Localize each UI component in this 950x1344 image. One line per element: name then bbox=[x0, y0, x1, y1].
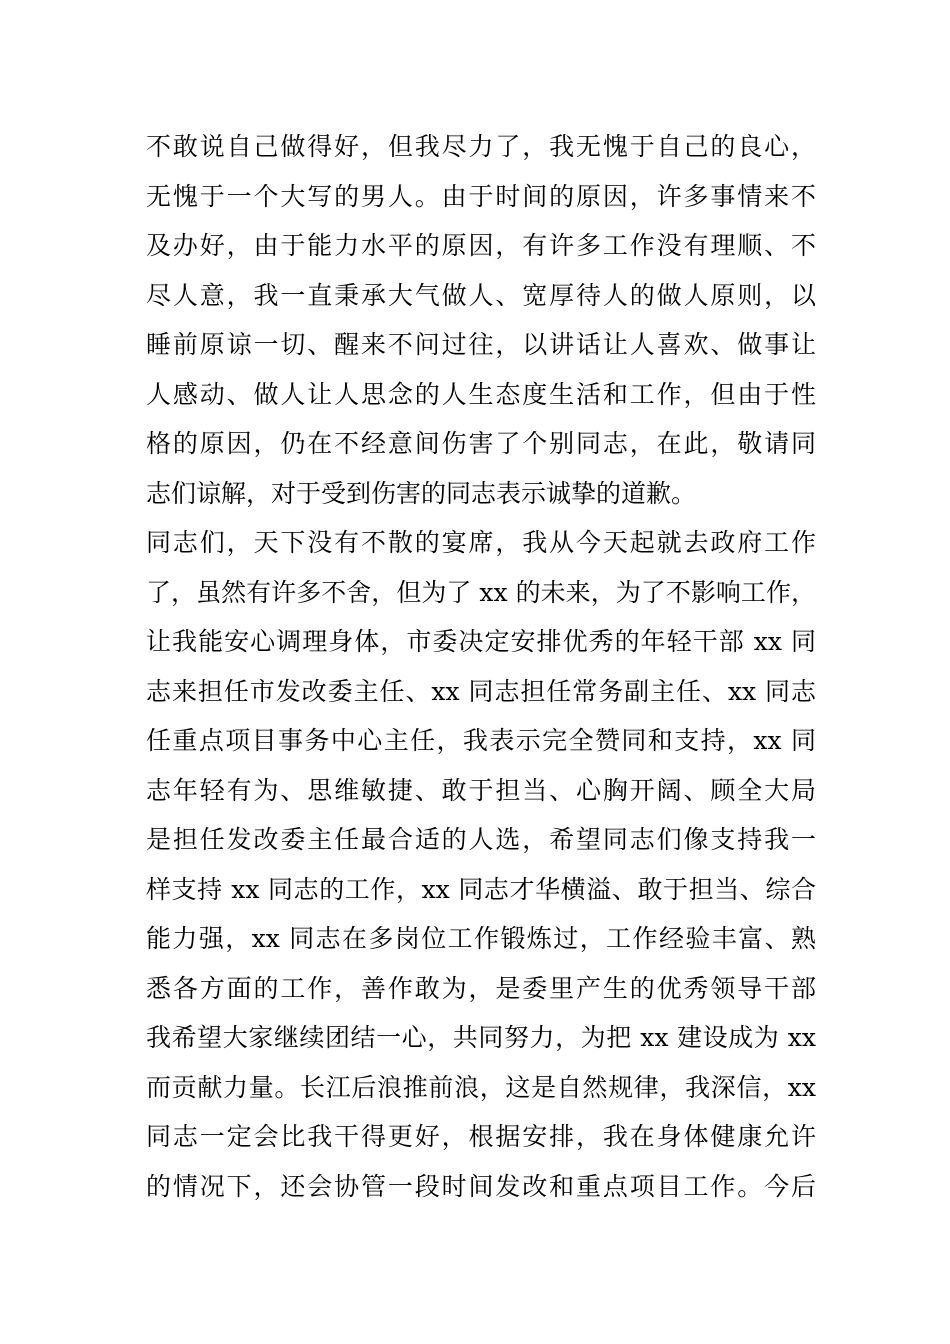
text-line: 能力强，xx 同志在多岗位工作锻炼过，工作经验丰富、熟 bbox=[146, 924, 816, 953]
text-line: 人感动、做人让人思念的人生态度生活和工作，但由于性 bbox=[146, 379, 816, 409]
text-line: 不敢说自己做得好，但我尽力了，我无愧于自己的良心， bbox=[146, 132, 816, 161]
text-line: 悉各方面的工作，善作敢为，是委里产生的优秀领导干部 bbox=[146, 973, 816, 1003]
text-line: 让我能安心调理身体，市委决定安排优秀的年轻干部 xx 同 bbox=[146, 627, 816, 656]
text-line: 是担任发改委主任最合适的人选，希望同志们像支持我一 bbox=[146, 825, 816, 854]
text-line: 志们谅解，对于受到伤害的同志表示诚挚的道歉。 bbox=[146, 478, 697, 508]
text-line: 我希望大家继续团结一心，共同努力，为把 xx 建设成为 xx bbox=[146, 1023, 816, 1052]
text-line: 样支持 xx 同志的工作，xx 同志才华横溢、敢于担当、综合 bbox=[146, 874, 816, 904]
text-line: 无愧于一个大写的男人。由于时间的原因，许多事情来不 bbox=[146, 181, 816, 211]
text-line: 格的原因，仍在不经意间伤害了个别同志，在此，敬请同 bbox=[146, 429, 816, 458]
text-line: 志来担任市发改委主任、xx 同志担任常务副主任、xx 同志 bbox=[146, 676, 816, 706]
text-line: 任重点项目事务中心主任，我表示完全赞同和支持，xx 同 bbox=[146, 726, 816, 755]
text-line: 而贡献力量。长江后浪推前浪，这是自然规律，我深信，xx bbox=[146, 1072, 816, 1102]
text-line: 的情况下，还会协管一段时间发改和重点项目工作。今后 bbox=[146, 1171, 816, 1201]
text-line: 同志们，天下没有不散的宴席，我从今天起就去政府工作 bbox=[146, 528, 816, 557]
text-line: 尽人意，我一直秉承大气做人、宽厚待人的做人原则，以 bbox=[146, 280, 816, 310]
text-line: 及办好，由于能力水平的原因，有许多工作没有理顺、不 bbox=[146, 231, 816, 260]
text-line: 志年轻有为、思维敏捷、敢于担当、心胸开阔、顾全大局 bbox=[146, 775, 816, 805]
text-line: 睡前原谅一切、醒来不问过往，以讲话让人喜欢、做事让 bbox=[146, 330, 816, 359]
text-line: 同志一定会比我干得更好，根据安排，我在身体健康允许 bbox=[146, 1122, 816, 1151]
body-text bbox=[146, 122, 816, 1211]
text-line: 了，虽然有许多不舍，但为了 xx 的未来，为了不影响工作， bbox=[146, 577, 816, 607]
